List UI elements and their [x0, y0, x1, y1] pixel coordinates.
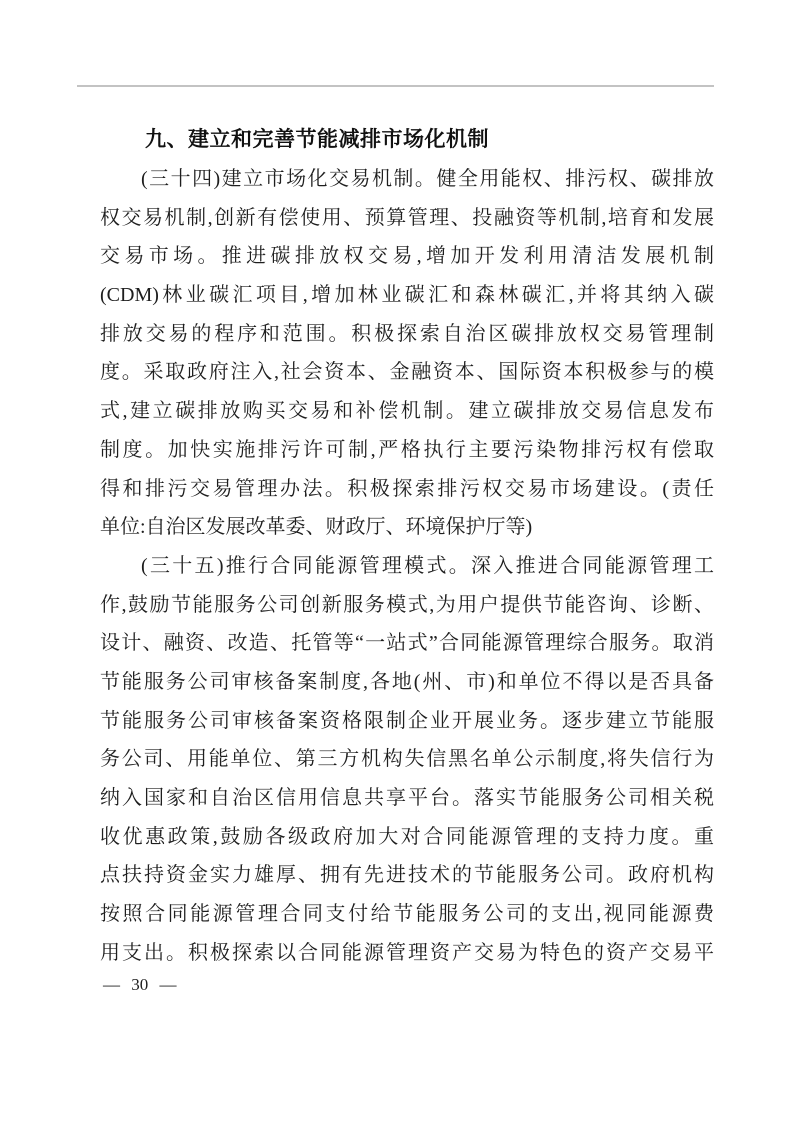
header-rule — [77, 85, 714, 87]
paragraph-35-line-2: 作,鼓励节能服务公司创新服务模式,为用户提供节能咨询、诊断、 — [100, 593, 714, 616]
paragraph-35-line-9: 点扶持资金实力雄厚、拥有先进技术的节能服务公司。政府机构 — [100, 864, 714, 887]
paragraph-35-line-11: 用支出。积极探索以合同能源管理资产交易为特色的资产交易平 — [100, 941, 714, 964]
section-heading: 九、建立和完善节能减排市场化机制 — [145, 128, 489, 151]
paragraph-35-line-8: 收优惠政策,鼓励各级政府加大对合同能源管理的支持力度。重 — [100, 825, 714, 848]
paragraph-34-line-8: 制度。加快实施排污许可制,严格执行主要污染物排污权有偿取 — [100, 438, 714, 461]
paragraph-35-line-5: 节能服务公司审核备案资格限制企业开展业务。逐步建立节能服 — [100, 709, 714, 732]
page-number: — 30 — — [103, 975, 177, 994]
paragraph-34-line-1-text: 健全用能权、排污权、碳排放 — [436, 168, 715, 190]
paragraph-35-line-10: 按照合同能源管理合同支付给节能服务公司的支出,视同能源费 — [100, 903, 714, 926]
paragraph-34-line-3: 交易市场。推进碳排放权交易,增加开发利用清洁发展机制 — [100, 245, 714, 268]
paragraph-34-line-1 — [100, 160, 714, 199]
paragraph-35-line-3: 设计、融资、改造、托管等“一站式”合同能源管理综合服务。取消 — [100, 632, 714, 655]
paragraph-35-line-6: 务公司、用能单位、第三方机构失信黑名单公示制度,将失信行为 — [100, 748, 714, 771]
paragraph-34-line-4: (CDM)林业碳汇项目,增加林业碳汇和森林碳汇,并将其纳入碳 — [100, 284, 714, 307]
paragraph-34-line-5: 排放交易的程序和范围。积极探索自治区碳排放权交易管理制 — [100, 322, 714, 345]
paragraph-34-line-10: 单位:自治区发展改革委、财政厅、环境保护厅等) — [100, 516, 533, 539]
paragraph-35-line-4: 节能服务公司审核备案制度,各地(州、市)和单位不得以是否具备 — [100, 670, 714, 693]
paragraph-34-line-6: 度。采取政府注入,社会资本、金融资本、国际资本积极参与的模 — [100, 361, 714, 384]
paragraph-35-line-1-text: 深入推进合同能源管理工 — [471, 554, 714, 577]
paragraph-35-line-1 — [100, 547, 714, 586]
paragraph-35-line-7: 纳入国家和自治区信用信息共享平台。落实节能服务公司相关税 — [100, 787, 714, 809]
paragraph-34-line-7: 式,建立碳排放购买交易和补偿机制。建立碳排放交易信息发布 — [100, 400, 714, 423]
paragraph-34-line-9: 得和排污交易管理办法。积极探索排污权交易市场建设。(责任 — [100, 477, 714, 500]
paragraph-34-line-2: 权交易机制,创新有偿使用、预算管理、投融资等机制,培育和发展 — [100, 206, 714, 229]
paragraph-34-lead: (三十四)建立市场化交易机制。 — [141, 168, 437, 190]
paragraph-35-lead: (三十五)推行合同能源管理模式。 — [141, 554, 472, 577]
document-body — [100, 160, 714, 972]
